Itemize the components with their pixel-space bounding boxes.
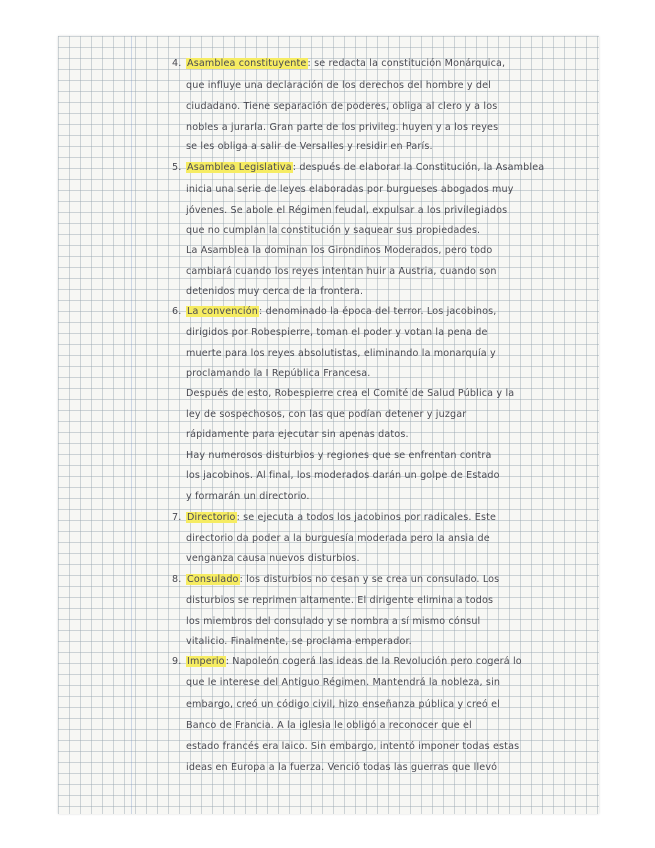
item-number: 4.	[172, 58, 182, 69]
note-line: Consulado: los disturbios no cesan y se crea un consulado. Los	[187, 574, 500, 585]
note-line: Imperio: Napoleón cogerá las ideas de la Revolución pero cogerá lo	[187, 656, 522, 667]
item-number: 7.	[172, 512, 182, 523]
highlighted-term: La convención	[187, 306, 258, 317]
note-line: Hay numerosos disturbios y regiones que se enfrentan contra	[186, 450, 492, 461]
note-line: proclamando la I República Francesa.	[186, 368, 371, 379]
note-line: cambiará cuando los reyes intentan huir a Austria, cuando son	[186, 266, 497, 277]
highlighted-term: Asamblea Legislativa	[187, 162, 292, 173]
note-line: La Asamblea la dominan los Girondinos Moderados, pero todo	[186, 245, 493, 256]
note-line: ley de sospechosos, con las que podían detener y juzgar	[186, 409, 467, 420]
note-line: que influye una declaración de los derechos del hombre y del	[186, 80, 491, 91]
item-number: 9.	[172, 656, 182, 667]
highlighted-term: Directorio	[187, 512, 236, 523]
note-line: directorio da poder a la burguesía moderada pero la ansia de	[186, 533, 490, 544]
note-line: vitalicio. Finalmente, se proclama emperador.	[186, 636, 412, 647]
note-line: los jacobinos. Al final, los moderados darán un golpe de Estado	[186, 470, 500, 481]
handwritten-notes	[58, 36, 599, 814]
note-line: muerte para los reyes absolutistas, eliminando la monarquía y	[186, 348, 496, 359]
note-line: que no cumplan la constitución y saquear sus propiedades.	[186, 225, 481, 236]
note-line: jóvenes. Se abole el Régimen feudal, expulsar a los privilegiados	[186, 205, 508, 216]
note-line: nobles a jurarla. Gran parte de los privileg. huyen y a los reyes	[186, 122, 499, 133]
note-line: se les obliga a salir de Versalles y residir en París.	[186, 141, 433, 152]
note-line: disturbios se reprimen altamente. El dirigente elimina a todos	[186, 595, 494, 606]
note-line: estado francés era laico. Sin embargo, intentó imponer todas estas	[186, 741, 520, 752]
note-line: Asamblea Legislativa: después de elaborar la Constitución, la Asamblea	[187, 162, 545, 173]
notebook-page	[58, 36, 599, 814]
note-line: Directorio: se ejecuta a todos los jacobinos por radicales. Este	[187, 512, 497, 523]
note-line: ideas en Europa a la fuerza. Venció todas las guerras que llevó	[186, 762, 498, 773]
note-line: La convención: denominado la época del terror. Los jacobinos,	[187, 306, 497, 317]
note-line: y formarán un directorio.	[186, 491, 310, 502]
note-line: que le interese del Antiguo Régimen. Mantendrá la nobleza, sin	[186, 677, 501, 688]
note-line: detenidos muy cerca de la frontera.	[186, 286, 364, 297]
item-number: 8.	[172, 574, 182, 585]
highlighted-term: Consulado	[187, 574, 239, 585]
highlighted-term: Asamblea constituyente	[187, 58, 307, 69]
note-line: Banco de Francia. A la iglesia le obligó a reconocer que el	[186, 720, 472, 731]
item-number: 6.	[172, 306, 182, 317]
highlighted-term: Imperio	[187, 656, 225, 667]
item-number: 5.	[172, 162, 182, 173]
note-line: inicia una serie de leyes elaboradas por burgueses abogados muy	[186, 184, 514, 195]
note-line: rápidamente para ejecutar sin apenas datos.	[186, 429, 409, 440]
note-line: ciudadano. Tiene separación de poderes, obliga al clero y a los	[186, 101, 498, 112]
note-line: venganza causa nuevos disturbios.	[186, 553, 360, 564]
note-line: embargo, creó un código civil, hizo enseñanza pública y creó el	[186, 699, 501, 710]
note-line: dirigidos por Robespierre, toman el poder y votan la pena de	[186, 327, 488, 338]
note-line: Asamblea constituyente: se redacta la constitución Monárquica,	[187, 58, 506, 69]
note-line: los miembros del consulado y se nombra a sí mismo cónsul	[186, 616, 481, 627]
note-line: Después de esto, Robespierre crea el Comité de Salud Pública y la	[186, 388, 515, 399]
